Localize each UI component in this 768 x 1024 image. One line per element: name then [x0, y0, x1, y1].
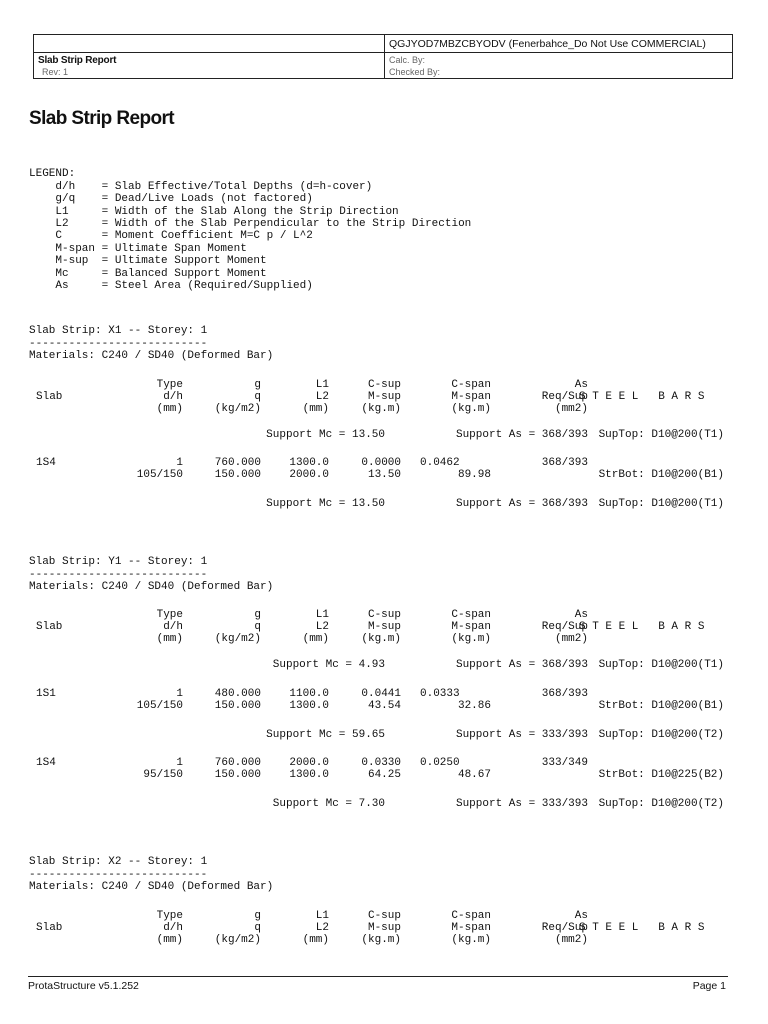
slab-l1: 1100.0: [289, 688, 329, 700]
slab-cspan: 0.0462: [420, 457, 460, 469]
col-header: Slab: [36, 922, 63, 934]
slab-mspan: 48.67: [457, 769, 491, 781]
slab-bar: StrBot: D10@225(B2): [598, 769, 724, 781]
col-header: L2: [315, 922, 329, 934]
support-bar: SupTop: D10@200(T1): [598, 498, 724, 510]
slab-g: 760.000: [214, 757, 261, 769]
strip-materials: Materials: C240 / SD40 (Deformed Bar): [29, 581, 274, 594]
slab-g: 760.000: [214, 457, 261, 469]
slab-type: 1: [176, 457, 183, 469]
slab-l1: 1300.0: [289, 457, 329, 469]
col-header: d/h: [163, 621, 183, 633]
support-mc: Support Mc = 13.50: [266, 498, 385, 510]
col-header: S T E E L B A R S: [579, 922, 705, 934]
legend-line: M-span = Ultimate Span Moment: [29, 242, 247, 255]
col-header: Type: [156, 609, 183, 621]
slab-l2: 1300.0: [289, 700, 329, 712]
slab-mspan: 32.86: [457, 700, 491, 712]
col-header: (kg.m): [451, 934, 491, 946]
report-header: [33, 34, 733, 79]
support-as: Support As = 333/393: [455, 798, 588, 810]
slab-as: 368/393: [541, 688, 588, 700]
col-header: Req/Sup: [541, 391, 588, 403]
slab-l2: 2000.0: [289, 469, 329, 481]
strip-materials: Materials: C240 / SD40 (Deformed Bar): [29, 350, 274, 363]
strip-title: Slab Strip: X1 -- Storey: 1: [29, 325, 208, 338]
col-header: M-sup: [367, 922, 401, 934]
slab-dh: 95/150: [143, 769, 183, 781]
col-header: (kg/m2): [214, 934, 261, 946]
col-header: d/h: [163, 391, 183, 403]
slab-dh: 105/150: [136, 469, 183, 481]
col-header: Req/Sup: [541, 922, 588, 934]
license-code: QGJYOD7MBZCBYODV (Fenerbahce_Do Not Use COMMERCIAL): [389, 38, 706, 50]
slab-msup: 43.54: [367, 700, 401, 712]
strip-rule: ---------------------------: [29, 337, 208, 350]
col-header: q: [254, 922, 261, 934]
support-mc: Support Mc = 7.30: [272, 798, 385, 810]
col-header: (kg.m): [451, 403, 491, 415]
slab-l1: 2000.0: [289, 757, 329, 769]
col-header: (kg.m): [451, 633, 491, 645]
slab-csup: 0.0441: [361, 688, 401, 700]
col-header: (kg.m): [361, 403, 401, 415]
page-footer: [28, 976, 728, 992]
slab-as: 333/349: [541, 757, 588, 769]
col-header: C-span: [451, 910, 491, 922]
col-header: (mm): [156, 934, 183, 946]
slab-type: 1: [176, 688, 183, 700]
header-divider: [34, 52, 732, 53]
col-header: g: [254, 910, 261, 922]
legend-line: L1 = Width of the Slab Along the Strip Direction: [29, 205, 399, 218]
strip-header: [29, 844, 273, 906]
col-header: (mm): [302, 403, 329, 415]
support-mc: Support Mc = 4.93: [272, 659, 385, 671]
col-header: g: [254, 609, 261, 621]
col-header: (mm2): [554, 403, 588, 415]
col-header: Type: [156, 910, 183, 922]
col-header: (kg.m): [361, 934, 401, 946]
col-header: M-span: [451, 391, 491, 403]
strip-header: [29, 313, 273, 375]
support-as: Support As = 368/393: [455, 659, 588, 671]
col-header: S T E E L B A R S: [579, 621, 705, 633]
legend-line: d/h = Slab Effective/Total Depths (d=h-cover): [29, 180, 373, 193]
col-header: (kg/m2): [214, 633, 261, 645]
strip-title: Slab Strip: X2 -- Storey: 1: [29, 856, 208, 869]
support-as: Support As = 368/393: [455, 498, 588, 510]
col-header: (mm): [302, 633, 329, 645]
software-version: ProtaStructure v5.1.252: [28, 980, 139, 992]
slab-mspan: 89.98: [457, 469, 491, 481]
legend-line: C = Moment Coefficient M=C p / L^2: [29, 230, 313, 243]
col-header: As: [574, 379, 588, 391]
col-header: C-sup: [367, 379, 401, 391]
col-header: (kg.m): [361, 633, 401, 645]
strip-header: [29, 544, 273, 606]
header-divider: [384, 35, 385, 78]
col-header: q: [254, 621, 261, 633]
col-header: L2: [315, 391, 329, 403]
col-header: (mm): [302, 934, 329, 946]
slab-bar: StrBot: D10@200(B1): [598, 469, 724, 481]
page-title: Slab Strip Report: [29, 108, 174, 129]
col-header: Slab: [36, 621, 63, 633]
checked-by-label: Checked By:: [389, 67, 441, 77]
slab-type: 1: [176, 757, 183, 769]
col-header: g: [254, 379, 261, 391]
col-header: C-span: [451, 609, 491, 621]
page-number: Page 1: [692, 980, 726, 992]
slab-g: 480.000: [214, 688, 261, 700]
col-header: C-sup: [367, 609, 401, 621]
col-header: C-span: [451, 379, 491, 391]
col-header: q: [254, 391, 261, 403]
strip-title: Slab Strip: Y1 -- Storey: 1: [29, 556, 208, 569]
col-header: (kg/m2): [214, 403, 261, 415]
col-header: Req/Sup: [541, 621, 588, 633]
support-mc: Support Mc = 59.65: [266, 729, 385, 741]
legend-heading: LEGEND:: [29, 168, 76, 181]
col-header: C-sup: [367, 910, 401, 922]
strip-rule: ---------------------------: [29, 568, 208, 581]
col-header: M-span: [451, 621, 491, 633]
calc-by-label: Calc. By:: [389, 55, 426, 65]
support-as: Support As = 368/393: [455, 429, 588, 441]
slab-cspan: 0.0333: [420, 688, 460, 700]
col-header: L1: [315, 379, 329, 391]
col-header: L1: [315, 609, 329, 621]
col-header: L2: [315, 621, 329, 633]
slab-bar: StrBot: D10@200(B1): [598, 700, 724, 712]
slab-q: 150.000: [214, 700, 261, 712]
col-header: M-sup: [367, 621, 401, 633]
slab-l2: 1300.0: [289, 769, 329, 781]
slab-csup: 0.0330: [361, 757, 401, 769]
col-header: d/h: [163, 922, 183, 934]
support-bar: SupTop: D10@200(T1): [598, 429, 724, 441]
col-header: As: [574, 609, 588, 621]
legend-line: L2 = Width of the Slab Perpendicular to the Strip Direction: [29, 218, 472, 231]
slab-q: 150.000: [214, 769, 261, 781]
support-bar: SupTop: D10@200(T2): [598, 798, 724, 810]
header-title: Slab Strip Report: [38, 55, 117, 66]
support-mc: Support Mc = 13.50: [266, 429, 385, 441]
slab-cspan: 0.0250: [420, 757, 460, 769]
col-header: As: [574, 910, 588, 922]
legend: [29, 156, 471, 305]
col-header: M-sup: [367, 391, 401, 403]
slab-msup: 64.25: [367, 769, 401, 781]
slab-q: 150.000: [214, 469, 261, 481]
strip-materials: Materials: C240 / SD40 (Deformed Bar): [29, 881, 274, 894]
support-bar: SupTop: D10@200(T2): [598, 729, 724, 741]
slab-as: 368/393: [541, 457, 588, 469]
col-header: L1: [315, 910, 329, 922]
col-header: (mm): [156, 403, 183, 415]
strip-rule: ---------------------------: [29, 868, 208, 881]
revision-label: Rev: 1: [42, 67, 69, 77]
col-header: Slab: [36, 391, 63, 403]
slab-msup: 13.50: [367, 469, 401, 481]
support-as: Support As = 333/393: [455, 729, 588, 741]
col-header: Type: [156, 379, 183, 391]
col-header: (mm2): [554, 934, 588, 946]
slab-dh: 105/150: [136, 700, 183, 712]
slab-csup: 0.0000: [361, 457, 401, 469]
slab-id: 1S4: [36, 757, 56, 769]
legend-line: g/q = Dead/Live Loads (not factored): [29, 193, 313, 206]
col-header: (mm2): [554, 633, 588, 645]
col-header: S T E E L B A R S: [579, 391, 705, 403]
legend-line: As = Steel Area (Required/Supplied): [29, 280, 313, 293]
slab-id: 1S1: [36, 688, 56, 700]
legend-line: Mc = Balanced Support Moment: [29, 267, 267, 280]
support-bar: SupTop: D10@200(T1): [598, 659, 724, 671]
col-header: (mm): [156, 633, 183, 645]
slab-id: 1S4: [36, 457, 56, 469]
legend-line: M-sup = Ultimate Support Moment: [29, 255, 267, 268]
col-header: M-span: [451, 922, 491, 934]
